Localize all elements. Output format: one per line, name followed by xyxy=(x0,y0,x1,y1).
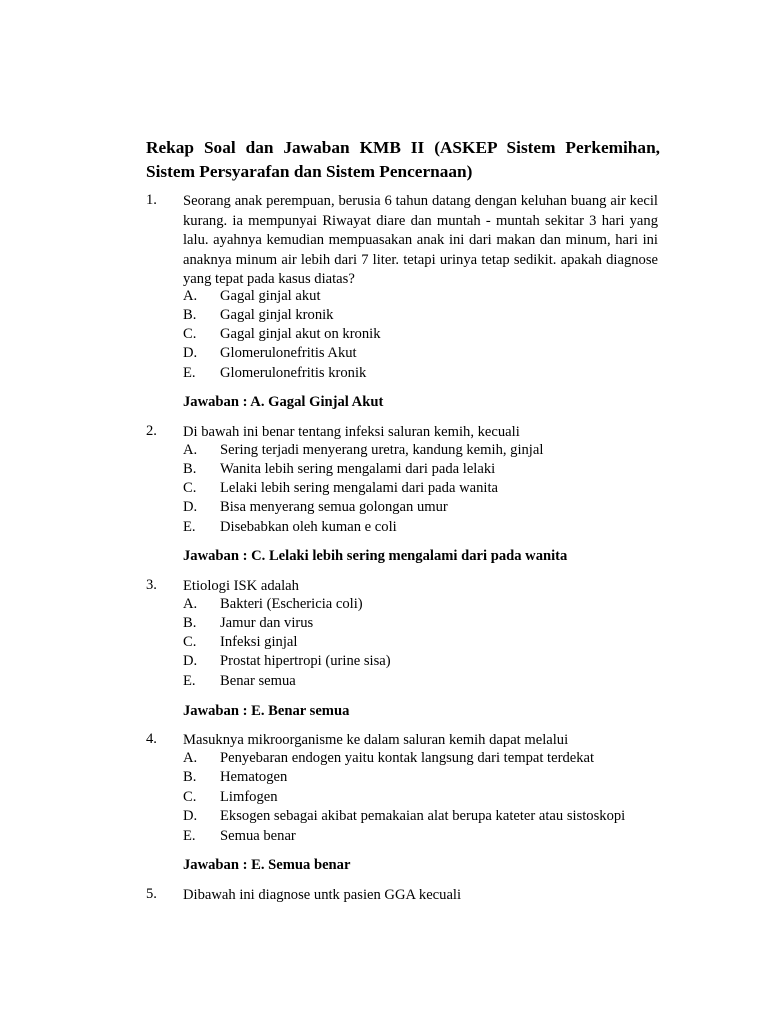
option-letter: C. xyxy=(183,634,197,650)
question-text: Dibawah ini diagnose untk pasien GGA kecuali xyxy=(183,887,462,903)
option-text: Gagal ginjal akut on kronik xyxy=(220,326,381,342)
option-letter: D. xyxy=(183,808,198,824)
option-letter: B. xyxy=(183,769,197,785)
answer-text: Jawaban : E. Benar semua xyxy=(183,703,350,719)
option-text: Prostat hipertropi (urine sisa) xyxy=(220,653,391,669)
option-letter: A. xyxy=(183,596,198,612)
option-letter: E. xyxy=(183,519,196,535)
option-text: Jamur dan virus xyxy=(220,615,314,631)
option-text: Gagal ginjal kronik xyxy=(220,307,334,323)
option-text: Bakteri (Eschericia coli) xyxy=(220,596,363,612)
option-text: Infeksi ginjal xyxy=(220,634,298,650)
option-text: Benar semua xyxy=(220,673,296,689)
question-number: 3. xyxy=(146,577,157,593)
option-letter: A. xyxy=(183,288,198,304)
option-text: Glomerulonefritis kronik xyxy=(220,365,367,381)
option-text: Glomerulonefritis Akut xyxy=(220,345,357,361)
option-text: Limfogen xyxy=(220,789,278,805)
option-text: Sering terjadi menyerang uretra, kandung kemih, ginjal xyxy=(220,442,544,458)
option-letter: B. xyxy=(183,461,197,477)
question-number: 5. xyxy=(146,886,157,902)
answer-text: Jawaban : C. Lelaki lebih sering mengalami dari pada wanita xyxy=(183,548,568,564)
option-letter: D. xyxy=(183,345,198,361)
option-letter: C. xyxy=(183,326,197,342)
option-letter: E. xyxy=(183,365,196,381)
question-text: Seorang anak perempuan, berusia 6 tahun datang dengan keluhan buang air kecil kurang. ia mempunyai Riwayat diare dan muntah - muntah sekitar 3 hari yang lalu. ayahnya kemudian mempuasakan anak ini dari makan dan minum, hari ini anaknya minum air lebih dari 7 liter. tetapi urinya tetap sedikit. apakah diagnose yang tepat pada kasus diatas? xyxy=(183,193,658,287)
question-text: Di bawah ini benar tentang infeksi saluran kemih, kecuali xyxy=(183,424,520,440)
option-letter: B. xyxy=(183,307,197,323)
option-letter: E. xyxy=(183,828,196,844)
question-text: Etiologi ISK adalah xyxy=(183,578,299,594)
document-title: Rekap Soal dan Jawaban KMB II (ASKEP Sistem Perkemihan, Sistem Persyarafan dan Sistem Pencernaan) xyxy=(146,138,660,181)
option-text: Hematogen xyxy=(220,769,288,785)
option-text: Disebabkan oleh kuman e coli xyxy=(220,519,397,535)
option-text: Wanita lebih sering mengalami dari pada lelaki xyxy=(220,461,496,477)
option-text: Semua benar xyxy=(220,828,296,844)
option-letter: A. xyxy=(183,750,198,766)
option-letter: E. xyxy=(183,673,196,689)
option-text: Gagal ginjal akut xyxy=(220,288,321,304)
question-number: 4. xyxy=(146,731,157,747)
option-text: Eksogen sebagai akibat pemakaian alat berupa kateter atau sistoskopi xyxy=(220,808,626,824)
option-letter: B. xyxy=(183,615,197,631)
question-number: 2. xyxy=(146,423,157,439)
answer-text: Jawaban : E. Semua benar xyxy=(183,857,351,873)
option-text: Penyebaran endogen yaitu kontak langsung dari tempat terdekat xyxy=(220,750,595,766)
option-letter: D. xyxy=(183,499,198,515)
option-letter: D. xyxy=(183,653,198,669)
option-letter: C. xyxy=(183,789,197,805)
option-letter: C. xyxy=(183,480,197,496)
option-letter: A. xyxy=(183,442,198,458)
question-number: 1. xyxy=(146,192,157,208)
question-text: Masuknya mikroorganisme ke dalam saluran kemih dapat melalui xyxy=(183,732,569,748)
answer-text: Jawaban : A. Gagal Ginjal Akut xyxy=(183,394,384,410)
option-text: Bisa menyerang semua golongan umur xyxy=(220,499,448,515)
option-text: Lelaki lebih sering mengalami dari pada wanita xyxy=(220,480,498,496)
